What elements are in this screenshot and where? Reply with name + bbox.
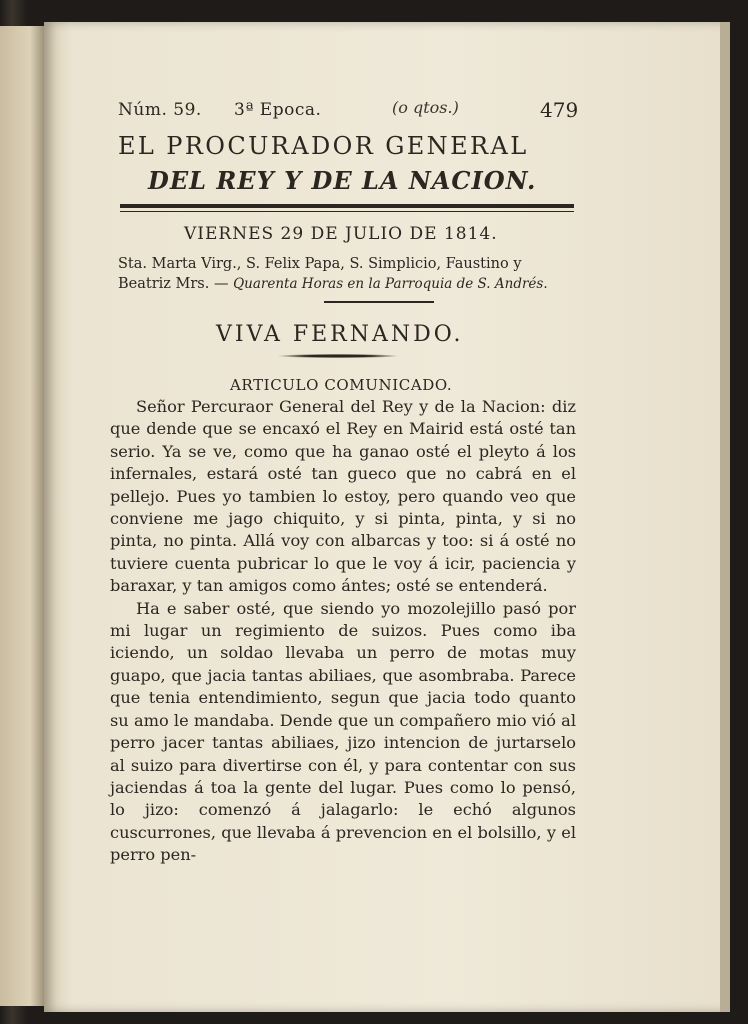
previous-page-edge xyxy=(0,26,44,1006)
running-header xyxy=(74,96,579,122)
page-edge xyxy=(720,22,730,1012)
page-content xyxy=(74,96,579,865)
saints-text: Sta. Marta Virg., S. Felix Papa, S. Simplicio, Faustino y Beatriz Mrs. — xyxy=(118,256,522,292)
dateline: VIERNES 29 DE JULIO DE 1814. xyxy=(184,224,498,244)
ornament-divider xyxy=(278,354,398,358)
article-paragraph: Ha e saber osté, que siendo yo mozolejillo pasó por mi lugar un regimiento de suizos. Pues como iba iciendo, un soldao llevaba un perro de motas muy guapo, que jacia tantas abiliaes, que asombraba. Parece que tenia entendimiento, segun que jacia todo quanto su amo le mandaba. Dende que un compañero mio vió al perro jacer tantas abiliaes, jizo intencion de jurtarselo al suizo para divertirse con él, y para contentar con sus jaciendas á toa la gente del lugar. Pues como lo pensó, lo jizo: comenzó á jalagarlo: le echó algunos cuscurrones, que llevaba á prevencion en el bolsillo, y el perro pen- xyxy=(110,598,576,865)
masthead-title-line2: DEL REY Y DE LA NACION. xyxy=(148,166,537,195)
issue-number: Núm. 59. xyxy=(118,100,202,120)
handwritten-note: (o qtos.) xyxy=(392,98,459,117)
masthead-title-line1: EL PROCURADOR GENERAL xyxy=(118,132,529,160)
forty-hours-note: Quarenta Horas en la Parroquia de S. Andrés. xyxy=(233,276,548,292)
article-title: ARTICULO COMUNICADO. xyxy=(230,376,453,394)
masthead-rule-thick xyxy=(120,204,574,208)
masthead-rule-thin xyxy=(120,211,574,212)
section-divider xyxy=(324,301,434,303)
article-paragraph: Señor Percuraor General del Rey y de la Nacion: diz que dende que se encaxó el Rey en Mairid está osté tan serio. Ya se ve, como que ha ganao osté el pleyto á los infernales, estará osté tan gueco que no cabrá en el pellejo. Pues yo tambien lo estoy, pero quando veo que conviene me jago chiquito, y si pinta, pinta, y si no pinta, no pinta. Allá voy con albarcas y too: si á osté no tuviere cuenta pubricar lo que le voy á icir, paciencia y baraxar, y tan amigos como ántes; osté se entenderá. xyxy=(110,397,576,596)
motto-heading: VIVA FERNANDO. xyxy=(216,322,464,347)
saints-of-the-day xyxy=(118,254,578,294)
article-body xyxy=(110,396,576,867)
page-number: 479 xyxy=(540,98,579,122)
epoch-label: 3ª Epoca. xyxy=(234,100,322,120)
